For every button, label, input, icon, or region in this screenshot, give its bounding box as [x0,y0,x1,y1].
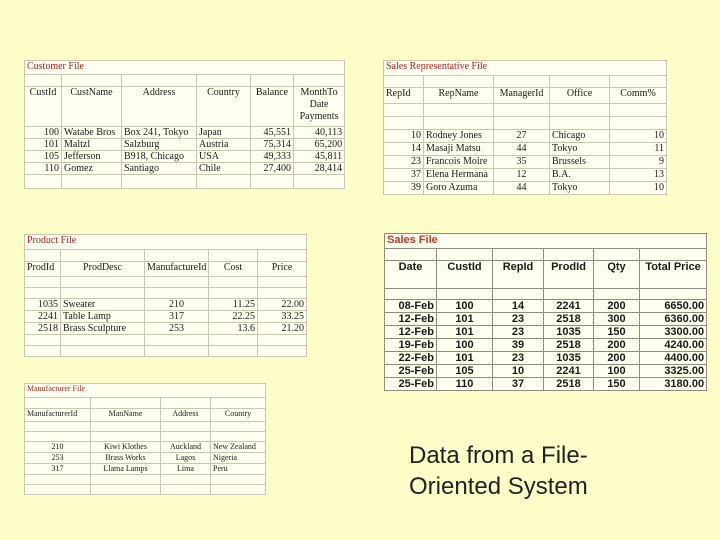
cell: 253 [25,453,91,464]
cell: Santiago [122,163,197,175]
cell: 44 [494,182,550,195]
cell: Elena Hermana [424,169,494,182]
table-row [384,143,667,156]
cell: Tokyo [550,182,610,195]
column-header: Address [122,87,197,127]
cell: 9 [610,156,667,169]
table-row [25,139,345,151]
column-header: ProdId [544,261,594,289]
cell: 110 [25,163,62,175]
cell: 100 [437,339,493,352]
cell: 14 [384,143,424,156]
cell: 3300.00 [640,326,707,339]
cell: Gomez [62,163,122,175]
cell: 2518 [544,313,594,326]
cell: 27,400 [251,163,294,175]
cell: 44 [494,143,550,156]
column-header: ManName [91,409,161,422]
column-header: Office [550,88,610,104]
cell: 4400.00 [640,352,707,365]
cell: 300 [594,313,640,326]
sales-file-table [384,233,707,391]
column-header: RepName [424,88,494,104]
cell: 10 [384,130,424,143]
column-header: ManufactureId [145,262,209,277]
cell: 253 [145,323,209,335]
cell: 45,811 [294,151,345,163]
cell: 100 [594,365,640,378]
cell: Japan [197,127,251,139]
table-row [384,182,667,195]
cell: 200 [594,339,640,352]
cell: 100 [437,300,493,313]
cell: 33.25 [258,311,307,323]
cell: 2241 [25,311,61,323]
column-header: Total Price [640,261,707,289]
cell: 21.20 [258,323,307,335]
cell: 22.25 [209,311,258,323]
column-header: ManagerId [494,88,550,104]
column-header: Price [258,262,307,277]
column-header: CustId [437,261,493,289]
cell: 10 [493,365,544,378]
cell: 11 [610,143,667,156]
cell: Lagos [161,453,211,464]
column-header: Address [161,409,211,422]
table-row [384,130,667,143]
cell: Table Lamp [61,311,145,323]
cell: 23 [493,326,544,339]
cell: 101 [25,139,62,151]
table-row [25,442,266,453]
cell: 3325.00 [640,365,707,378]
column-header: Comm% [610,88,667,104]
cell: 40,113 [294,127,345,139]
cell: 08-Feb [385,300,437,313]
table-title: Sales File [385,234,707,249]
cell: 6360.00 [640,313,707,326]
table-row [25,464,266,475]
column-header: ProdDesc [61,262,145,277]
cell: 10 [610,182,667,195]
cell: Jefferson [62,151,122,163]
cell: 25-Feb [385,365,437,378]
column-header: Qty [594,261,640,289]
cell: 13 [610,169,667,182]
table-title: Sales Representative File [384,61,667,76]
cell: 10 [610,130,667,143]
column-header: Cost [209,262,258,277]
cell: Goro Azuma [424,182,494,195]
cell: Brass Sculpture [61,323,145,335]
cell: Box 241, Tokyo [122,127,197,139]
cell: 4240.00 [640,339,707,352]
table-row [384,169,667,182]
table-row [385,339,707,352]
cell: 12 [494,169,550,182]
table-title: Manufacturer File [25,384,266,398]
cell: Maltzl [62,139,122,151]
cell: 49,333 [251,151,294,163]
table-title: Customer File [25,61,345,75]
cell: 39 [493,339,544,352]
cell: 6650.00 [640,300,707,313]
table-row [384,156,667,169]
cell: 22-Feb [385,352,437,365]
table-row [385,326,707,339]
column-header: Country [197,87,251,127]
cell: 200 [594,352,640,365]
cell: Austria [197,139,251,151]
cell: 37 [493,378,544,391]
cell: 101 [437,326,493,339]
cell: Watabe Bros [62,127,122,139]
column-header: RepId [384,88,424,104]
cell: Kiwi Klothes [91,442,161,453]
cell: 210 [25,442,91,453]
cell: 150 [594,326,640,339]
cell: 3180.00 [640,378,707,391]
cell: 105 [437,365,493,378]
column-header: Country [211,409,266,422]
cell: Rodney Jones [424,130,494,143]
cell: 39 [384,182,424,195]
column-header: CustName [62,87,122,127]
caption-line-2: Oriented System [409,473,588,500]
cell: 37 [384,169,424,182]
table-row [385,313,707,326]
column-header: CustId [25,87,62,127]
cell: 22.00 [258,299,307,311]
caption-line-1: Data from a File- [409,442,588,469]
cell: 2518 [544,378,594,391]
column-header: ManufacturerId [25,409,91,422]
cell: 2241 [544,365,594,378]
cell: 28,414 [294,163,345,175]
cell: 200 [594,300,640,313]
cell: Lima [161,464,211,475]
cell: 19-Feb [385,339,437,352]
cell: 150 [594,378,640,391]
cell: B918, Chicago [122,151,197,163]
cell: 110 [437,378,493,391]
table-row [25,163,345,175]
cell: 45,551 [251,127,294,139]
cell: 14 [493,300,544,313]
cell: 1035 [544,352,594,365]
cell: 317 [145,311,209,323]
cell: 13.6 [209,323,258,335]
column-header: ProdId [25,262,61,277]
cell: Chile [197,163,251,175]
cell: 27 [494,130,550,143]
cell: 2518 [25,323,61,335]
sales-representative-file-table [383,60,667,195]
cell: Salzburg [122,139,197,151]
table-title: Product File [25,235,307,250]
table-row [385,378,707,391]
cell: 65,200 [294,139,345,151]
table-row [25,151,345,163]
cell: 317 [25,464,91,475]
cell: 35 [494,156,550,169]
cell: 100 [25,127,62,139]
table-row [25,311,307,323]
cell: 101 [437,352,493,365]
cell: Sweater [61,299,145,311]
cell: Peru [211,464,266,475]
column-header: Balance [251,87,294,127]
cell: 210 [145,299,209,311]
cell: Tokyo [550,143,610,156]
cell: USA [197,151,251,163]
column-header: Date [385,261,437,289]
cell: Auckland [161,442,211,453]
cell: Brussels [550,156,610,169]
cell: Chicago [550,130,610,143]
table-row [385,352,707,365]
cell: Llama Lamps [91,464,161,475]
cell: 23 [384,156,424,169]
table-row [385,365,707,378]
cell: 1035 [544,326,594,339]
customer-file-table [24,60,345,189]
cell: B.A. [550,169,610,182]
table-row [25,323,307,335]
table-row [25,127,345,139]
product-file-table [24,234,307,357]
cell: 105 [25,151,62,163]
cell: 12-Feb [385,313,437,326]
cell: 12-Feb [385,326,437,339]
table-row [385,300,707,313]
column-header: MonthTo Date Payments [294,87,345,127]
cell: 11.25 [209,299,258,311]
cell: 1035 [25,299,61,311]
slide-caption [409,440,699,502]
cell: 23 [493,313,544,326]
cell: 25-Feb [385,378,437,391]
manufacturer-file-table [24,383,266,495]
cell: Brass Works [91,453,161,464]
table-row [25,299,307,311]
cell: 101 [437,313,493,326]
cell: 23 [493,352,544,365]
cell: 75,314 [251,139,294,151]
table-row [25,453,266,464]
cell: 2241 [544,300,594,313]
cell: New Zealand [211,442,266,453]
cell: Masaji Matsu [424,143,494,156]
cell: Francois Moire [424,156,494,169]
cell: Nigeria [211,453,266,464]
column-header: RepId [493,261,544,289]
cell: 2518 [544,339,594,352]
